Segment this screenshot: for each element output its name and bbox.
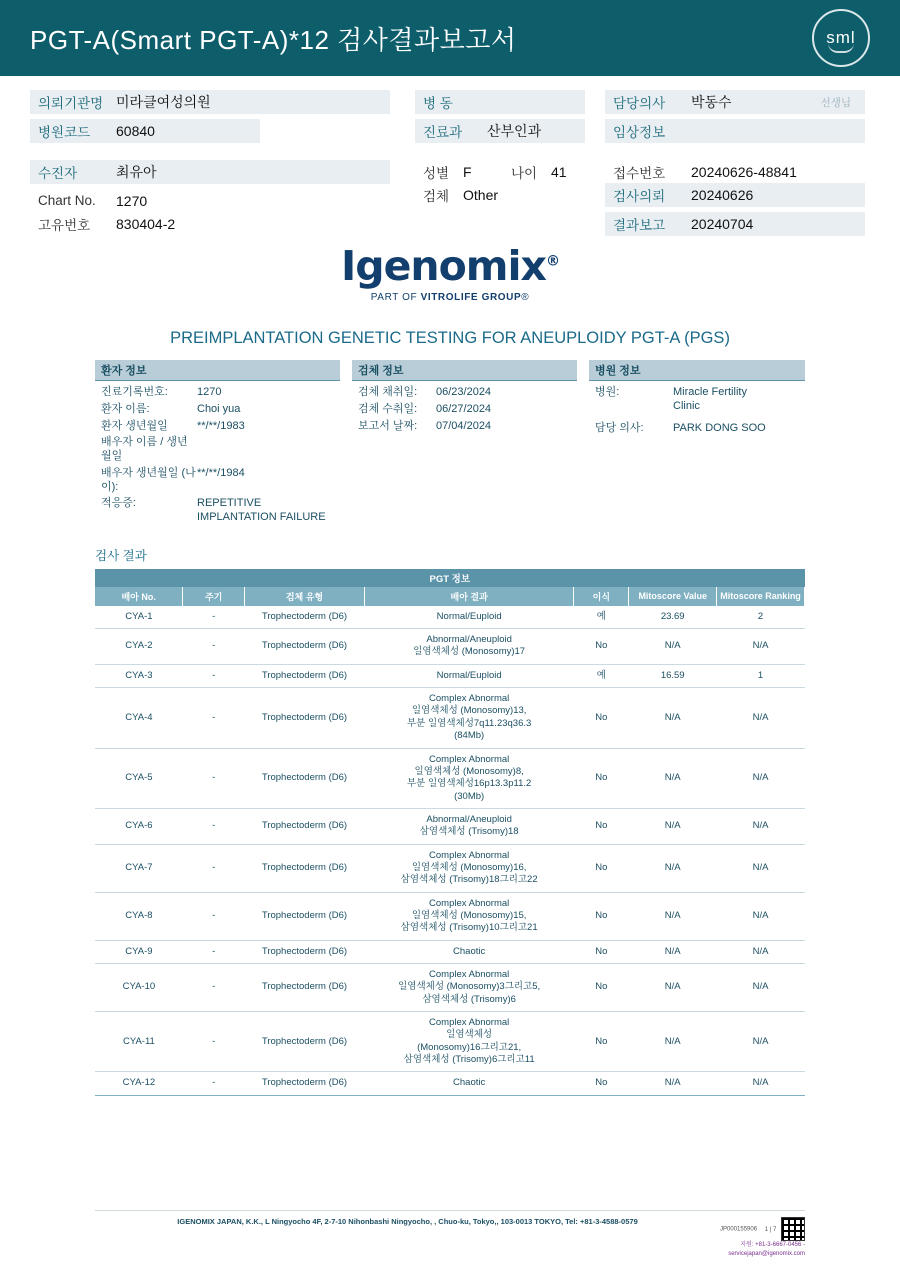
cell-cycle: - bbox=[183, 629, 245, 665]
cell-mitoscore-value: N/A bbox=[629, 688, 717, 748]
info-row-specimen bbox=[415, 183, 595, 206]
table-row bbox=[95, 844, 805, 892]
label-department: 진료과 bbox=[423, 125, 463, 140]
label-specimen: 검체 bbox=[423, 188, 450, 204]
brand-name-text: Igenomix bbox=[341, 242, 546, 290]
cell-transfer: No bbox=[574, 1012, 629, 1072]
box-value: **/**/1984 bbox=[197, 466, 245, 479]
brand-subtitle-bold: VITROLIFE GROUP bbox=[420, 292, 522, 303]
box-row bbox=[101, 386, 334, 400]
box-key: 병원: bbox=[595, 386, 620, 398]
table-row bbox=[95, 808, 805, 844]
cell-transfer: No bbox=[574, 629, 629, 665]
table-row bbox=[95, 1072, 805, 1095]
cell-mitoscore-ranking: N/A bbox=[717, 688, 805, 748]
cell-mitoscore-ranking: N/A bbox=[717, 1072, 805, 1095]
col-mitoscore-value: Mitoscore Value bbox=[629, 587, 717, 606]
cell-mitoscore-ranking: N/A bbox=[717, 808, 805, 844]
cell-sample-type: Trophectoderm (D6) bbox=[245, 892, 365, 940]
cell-cycle: - bbox=[183, 606, 245, 629]
doctor-honorific: 선생님 bbox=[820, 96, 851, 109]
cell-sample-type: Trophectoderm (D6) bbox=[245, 748, 365, 808]
box-row bbox=[101, 467, 334, 495]
results-column-header-row bbox=[95, 587, 805, 606]
cell-transfer: No bbox=[574, 940, 629, 963]
cell-embryo-result: Complex Abnormal 일염색체성 (Monosomy)15, 삼염색체성 (Trisomy)10그리고21 bbox=[364, 892, 574, 940]
cell-embryo-result: Abnormal/Aneuploid 삼염색체성 (Trisomy)18 bbox=[364, 808, 574, 844]
results-group-header: PGT 정보 bbox=[95, 569, 805, 587]
cell-mitoscore-ranking: N/A bbox=[717, 748, 805, 808]
results-table bbox=[95, 569, 805, 1096]
box-value: 07/04/2024 bbox=[436, 419, 492, 432]
value-order-date: 20240626 bbox=[691, 187, 754, 203]
box-patient-title: 환자 정보 bbox=[95, 360, 340, 381]
cell-sample-type: Trophectoderm (D6) bbox=[245, 606, 365, 629]
box-key: 담당 의사: bbox=[595, 421, 644, 434]
cell-mitoscore-value: N/A bbox=[629, 892, 717, 940]
label-institution: 의뢰기관명 bbox=[38, 96, 104, 111]
cell-mitoscore-value: N/A bbox=[629, 748, 717, 808]
box-value: **/**/1983 bbox=[197, 419, 245, 432]
cell-transfer: No bbox=[574, 808, 629, 844]
patient-info-section bbox=[0, 76, 900, 236]
results-table-head bbox=[95, 569, 805, 606]
igenomix-logo-text bbox=[341, 242, 559, 290]
cell-sample-type: Trophectoderm (D6) bbox=[245, 844, 365, 892]
info-row-doctor bbox=[605, 90, 865, 114]
cell-transfer: No bbox=[574, 1072, 629, 1095]
cell-mitoscore-ranking: N/A bbox=[717, 629, 805, 665]
box-value: Choi yua bbox=[197, 402, 241, 415]
cell-mitoscore-value: N/A bbox=[629, 940, 717, 963]
cell-transfer: No bbox=[574, 844, 629, 892]
cell-mitoscore-ranking: N/A bbox=[717, 963, 805, 1011]
cell-embryo-no: CYA-11 bbox=[95, 1012, 183, 1072]
table-row bbox=[95, 606, 805, 629]
value-department: 산부인과 bbox=[487, 123, 542, 139]
cell-sample-type: Trophectoderm (D6) bbox=[245, 1012, 365, 1072]
value-report-date: 20240704 bbox=[691, 216, 754, 232]
value-patient-name: 최유아 bbox=[116, 164, 157, 180]
label-clinical-info: 임상정보 bbox=[613, 125, 666, 140]
cell-transfer: No bbox=[574, 688, 629, 748]
cell-embryo-no: CYA-4 bbox=[95, 688, 183, 748]
cell-embryo-no: CYA-3 bbox=[95, 664, 183, 687]
footer-page-number: 1 | 7 bbox=[764, 1226, 777, 1233]
cell-cycle: - bbox=[183, 940, 245, 963]
box-value: 1270 bbox=[197, 386, 222, 398]
cell-sample-type: Trophectoderm (D6) bbox=[245, 1072, 365, 1095]
cell-mitoscore-value: N/A bbox=[629, 1012, 717, 1072]
cell-mitoscore-ranking: 1 bbox=[717, 664, 805, 687]
box-clinic bbox=[589, 360, 805, 528]
brand-subtitle-post: ® bbox=[521, 292, 530, 303]
label-ward: 병 동 bbox=[423, 96, 453, 111]
cell-mitoscore-ranking: N/A bbox=[717, 1012, 805, 1072]
igenomix-brand bbox=[0, 242, 900, 303]
cell-sample-type: Trophectoderm (D6) bbox=[245, 629, 365, 665]
page-header bbox=[0, 0, 900, 76]
value-hospital-code: 60840 bbox=[116, 123, 155, 139]
col-mitoscore-ranking: Mitoscore Ranking bbox=[717, 587, 805, 606]
label-sex: 성별 bbox=[423, 165, 450, 181]
cell-transfer: 예 bbox=[574, 606, 629, 629]
table-row bbox=[95, 748, 805, 808]
cell-embryo-result: Complex Abnormal 일염색체성 (Monosomy)13, 부분 일염색체성7q11.23q36.3 (84Mb) bbox=[364, 688, 574, 748]
col-sample-type: 검체 유형 bbox=[245, 587, 365, 606]
box-row bbox=[358, 420, 571, 434]
cell-embryo-no: CYA-8 bbox=[95, 892, 183, 940]
qr-code-icon bbox=[781, 1217, 805, 1241]
info-row-chart-no bbox=[30, 189, 400, 212]
box-row bbox=[101, 497, 334, 525]
box-key: 환자 이름: bbox=[101, 402, 150, 415]
cell-embryo-no: CYA-5 bbox=[95, 748, 183, 808]
box-row bbox=[595, 422, 799, 436]
box-value: 06/23/2024 bbox=[436, 386, 492, 398]
col-transfer: 이식 bbox=[574, 587, 629, 606]
box-value: PARK DONG SOO bbox=[673, 421, 766, 434]
info-row-unique-no bbox=[30, 212, 400, 235]
info-column-right bbox=[605, 90, 870, 241]
info-row-order-date bbox=[605, 183, 865, 207]
value-unique-no: 830404-2 bbox=[116, 215, 176, 232]
footer-address: IGENOMIX JAPAN, K.K., L Ningyocho 4F, 2-7-10 Nihonbashi Ningyocho, , Chuo-ku, Tokyo,, 103-0013 TOKYO, Tel: +81-3-4588-0579 bbox=[177, 1217, 638, 1226]
label-unique-no: 고유번호 bbox=[38, 217, 91, 233]
table-row bbox=[95, 892, 805, 940]
sml-logo-icon bbox=[812, 9, 870, 67]
box-key: 검체 수취일: bbox=[358, 402, 418, 415]
cell-mitoscore-value: 23.69 bbox=[629, 606, 717, 629]
cell-mitoscore-ranking: N/A bbox=[717, 844, 805, 892]
info-row-sex-age bbox=[415, 160, 595, 183]
table-row bbox=[95, 629, 805, 665]
box-key: 검체 채취일: bbox=[358, 386, 418, 398]
value-accession: 20240626-48841 bbox=[691, 163, 797, 180]
cell-cycle: - bbox=[183, 748, 245, 808]
cell-mitoscore-ranking: N/A bbox=[717, 892, 805, 940]
cell-mitoscore-ranking: N/A bbox=[717, 940, 805, 963]
cell-mitoscore-value: N/A bbox=[629, 963, 717, 1011]
label-patient-name: 수진자 bbox=[38, 166, 78, 181]
value-age: 41 bbox=[551, 163, 567, 180]
cell-transfer: No bbox=[574, 892, 629, 940]
cell-sample-type: Trophectoderm (D6) bbox=[245, 688, 365, 748]
footer-divider bbox=[95, 1210, 805, 1211]
box-key: 진료기록번호: bbox=[101, 386, 168, 398]
label-order-date: 검사의뢰 bbox=[613, 189, 666, 204]
box-row bbox=[358, 403, 571, 417]
cell-cycle: - bbox=[183, 664, 245, 687]
box-row bbox=[101, 403, 334, 417]
box-sample-body bbox=[352, 381, 577, 433]
cell-embryo-result: Complex Abnormal 일염색체성 (Monosomy)3그리고5, 삼염색체성 (Trisomy)6 bbox=[364, 963, 574, 1011]
cell-cycle: - bbox=[183, 808, 245, 844]
box-row bbox=[101, 420, 334, 434]
label-accession: 접수번호 bbox=[613, 165, 666, 181]
box-clinic-title: 병원 정보 bbox=[589, 360, 805, 381]
table-row bbox=[95, 1012, 805, 1072]
info-row-clinical-info bbox=[605, 119, 865, 143]
cell-cycle: - bbox=[183, 1012, 245, 1072]
cell-sample-type: Trophectoderm (D6) bbox=[245, 808, 365, 844]
cell-embryo-result: Normal/Euploid bbox=[364, 606, 574, 629]
box-sample-title: 검체 정보 bbox=[352, 360, 577, 381]
box-sample bbox=[352, 360, 577, 528]
info-row-ward bbox=[415, 90, 585, 114]
box-key: 환자 생년월일 bbox=[101, 419, 168, 432]
table-row bbox=[95, 940, 805, 963]
cell-cycle: - bbox=[183, 1072, 245, 1095]
cell-embryo-result: Normal/Euploid bbox=[364, 664, 574, 687]
label-age: 나이 bbox=[511, 165, 538, 181]
label-doctor: 담당의사 bbox=[613, 96, 666, 111]
sml-logo-text: sml bbox=[826, 28, 856, 47]
results-group-header-row bbox=[95, 569, 805, 587]
results-table-body bbox=[95, 606, 805, 1095]
footer-meta bbox=[720, 1217, 805, 1259]
col-embryo-no: 배아 No. bbox=[95, 587, 183, 606]
page-footer bbox=[0, 1210, 900, 1259]
cell-embryo-no: CYA-1 bbox=[95, 606, 183, 629]
box-value: Miracle Fertility Clinic bbox=[673, 386, 747, 412]
info-column-middle bbox=[415, 90, 595, 206]
box-value: 06/27/2024 bbox=[436, 402, 492, 415]
value-doctor: 박동수 bbox=[691, 94, 732, 110]
box-key: 배우자 이름 / 생년월일 bbox=[101, 436, 188, 462]
table-row bbox=[95, 688, 805, 748]
cell-embryo-result: Chaotic bbox=[364, 940, 574, 963]
cell-sample-type: Trophectoderm (D6) bbox=[245, 940, 365, 963]
cell-mitoscore-value: N/A bbox=[629, 629, 717, 665]
brand-registered-mark: ® bbox=[546, 253, 559, 270]
cell-transfer: No bbox=[574, 748, 629, 808]
cell-sample-type: Trophectoderm (D6) bbox=[245, 664, 365, 687]
cell-embryo-result: Complex Abnormal 일염색체성 (Monosomy)8, 부분 일염색체성16p13.3p11.2 (30Mb) bbox=[364, 748, 574, 808]
cell-cycle: - bbox=[183, 892, 245, 940]
box-clinic-body bbox=[589, 381, 805, 435]
cell-embryo-result: Chaotic bbox=[364, 1072, 574, 1095]
box-patient bbox=[95, 360, 340, 528]
box-key: 적응증: bbox=[101, 497, 136, 510]
info-row-accession bbox=[605, 160, 870, 183]
report-title: PREIMPLANTATION GENETIC TESTING FOR ANEUPLOIDY PGT-A (PGS) bbox=[170, 329, 730, 347]
value-institution: 미라클여성의원 bbox=[116, 94, 211, 110]
info-boxes bbox=[95, 360, 805, 528]
results-section-label: 검사 결과 bbox=[95, 548, 147, 563]
cell-cycle: - bbox=[183, 688, 245, 748]
cell-embryo-no: CYA-12 bbox=[95, 1072, 183, 1095]
value-chart-no: 1270 bbox=[116, 192, 148, 209]
cell-embryo-no: CYA-2 bbox=[95, 629, 183, 665]
cell-cycle: - bbox=[183, 963, 245, 1011]
footer-doc-code: JP000155906 bbox=[720, 1226, 758, 1233]
col-cycle: 주기 bbox=[183, 587, 245, 606]
cell-mitoscore-value: N/A bbox=[629, 1072, 717, 1095]
box-patient-body bbox=[95, 381, 340, 525]
info-row-report-date bbox=[605, 212, 865, 236]
table-row bbox=[95, 664, 805, 687]
info-column-left bbox=[30, 90, 400, 235]
footer-contact-line1: 지원: +81-3-6667-0456 - bbox=[740, 1242, 805, 1248]
footer-contact-line2: servicejapan@igenomix.com bbox=[728, 1251, 805, 1257]
cell-embryo-no: CYA-9 bbox=[95, 940, 183, 963]
info-row-patient-name bbox=[30, 160, 390, 184]
box-row bbox=[358, 386, 571, 400]
cell-embryo-result: Complex Abnormal 일염색체성 (Monosomy)16, 삼염색체성 (Trisomy)18그리고22 bbox=[364, 844, 574, 892]
info-row-department bbox=[415, 119, 585, 143]
label-hospital-code: 병원코드 bbox=[38, 125, 91, 140]
box-row bbox=[101, 436, 334, 464]
cell-sample-type: Trophectoderm (D6) bbox=[245, 963, 365, 1011]
box-key: 보고서 날짜: bbox=[358, 419, 418, 432]
cell-embryo-no: CYA-10 bbox=[95, 963, 183, 1011]
value-specimen: Other bbox=[463, 186, 499, 203]
table-row bbox=[95, 963, 805, 1011]
cell-transfer: No bbox=[574, 963, 629, 1011]
cell-embryo-no: CYA-6 bbox=[95, 808, 183, 844]
cell-transfer: 예 bbox=[574, 664, 629, 687]
cell-mitoscore-value: N/A bbox=[629, 808, 717, 844]
cell-embryo-no: CYA-7 bbox=[95, 844, 183, 892]
value-sex: F bbox=[463, 163, 472, 180]
box-key: 배우자 생년월일 (나이): bbox=[101, 466, 196, 493]
cell-cycle: - bbox=[183, 844, 245, 892]
label-chart-no: Chart No. bbox=[38, 193, 96, 208]
box-row bbox=[595, 386, 799, 414]
cell-embryo-result: Abnormal/Aneuploid 일염색체성 (Monosomy)17 bbox=[364, 629, 574, 665]
cell-mitoscore-ranking: 2 bbox=[717, 606, 805, 629]
info-row-institution bbox=[30, 90, 390, 114]
cell-mitoscore-value: N/A bbox=[629, 844, 717, 892]
cell-embryo-result: Complex Abnormal 일염색체성 (Monosomy)16그리고21, 삼염색체성 (Trisomy)6그리고11 bbox=[364, 1012, 574, 1072]
brand-subtitle-pre: PART OF bbox=[370, 292, 421, 303]
brand-subtitle bbox=[0, 292, 900, 303]
page-title: PGT-A(Smart PGT-A)*12 검사결과보고서 bbox=[30, 24, 517, 55]
col-embryo-result: 배아 결과 bbox=[364, 587, 574, 606]
cell-mitoscore-value: 16.59 bbox=[629, 664, 717, 687]
info-row-hospital-code bbox=[30, 119, 260, 143]
box-value: REPETITIVE IMPLANTATION FAILURE bbox=[197, 497, 326, 523]
label-report-date: 결과보고 bbox=[613, 218, 666, 233]
